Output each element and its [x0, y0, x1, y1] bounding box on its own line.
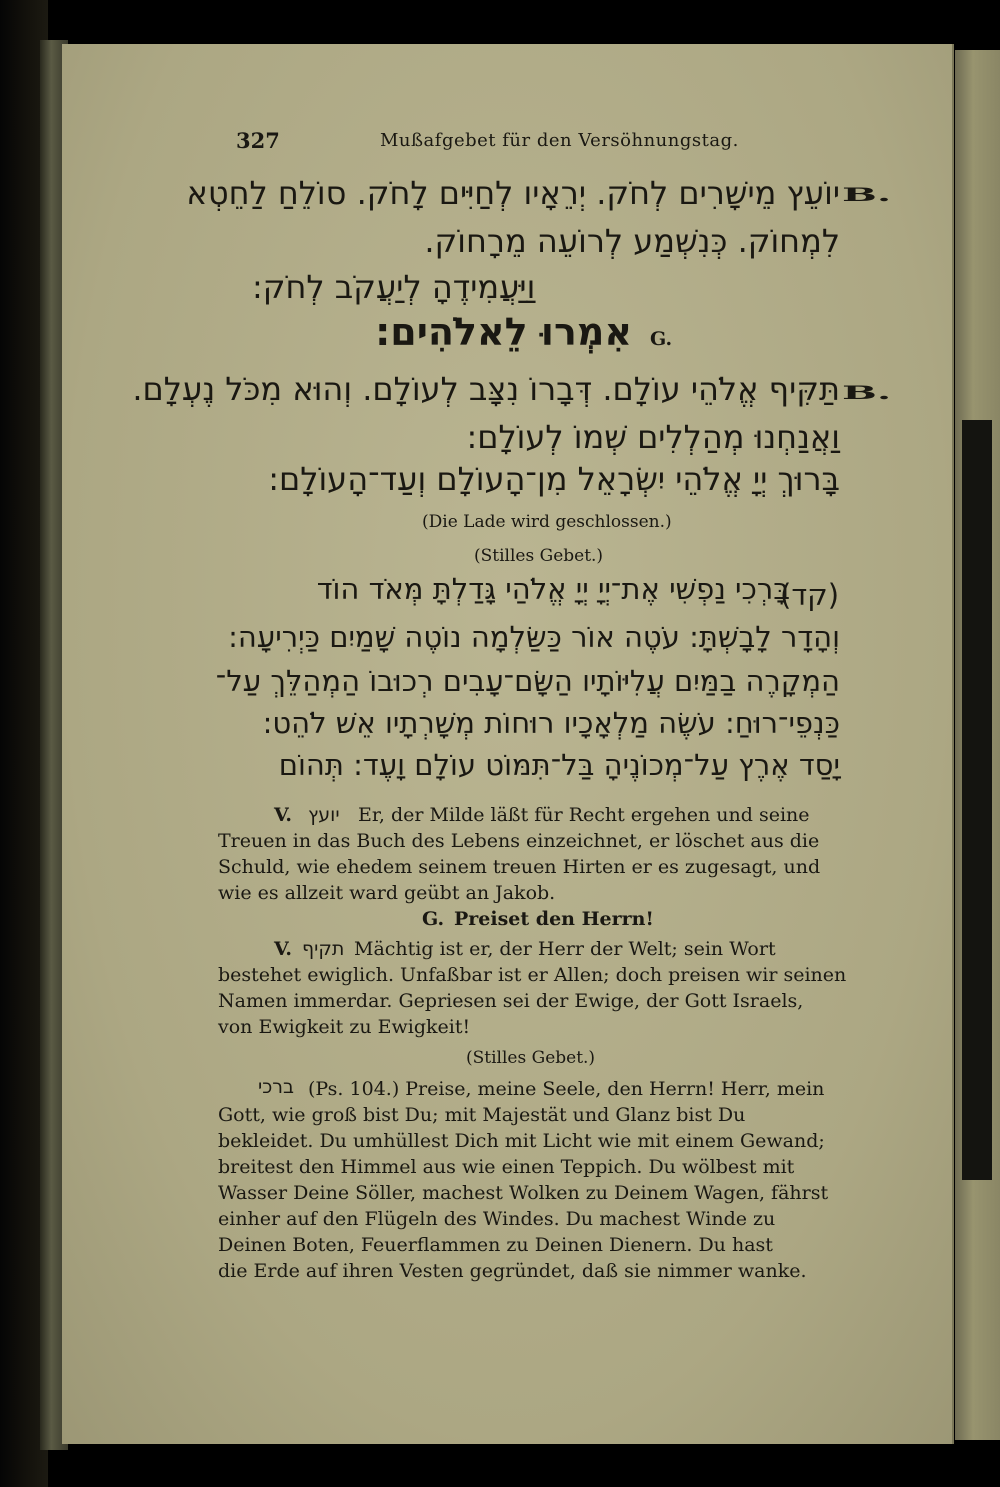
hebrew-line: לִמְחוֹק. כְּנִשְׁמַע לְרוֹעֵה מֵרָחוֹק.	[424, 222, 840, 260]
german-line: bekleidet. Du umhüllest Dich mit Licht wie mit einem Gewand;	[218, 1130, 825, 1152]
german-line: Namen immerdar. Gepriesen sei der Ewige, der Gott Israels,	[218, 990, 804, 1012]
german-line: die Erde auf ihren Vesten gegründet, daß sie nimmer wanke.	[218, 1260, 807, 1282]
german-heading: Preiset den Herrn!	[454, 908, 654, 930]
hebrew-line: וַיַּעֲמִידֶהָ לְיַעֲקֹב לְחֹק:	[252, 268, 536, 306]
hebrew-line: הַמְקָרֶה בַמַּיִם עֲלִיּוֹתָיו הַשָּׂם־עָבִים רְכוּבוֹ הַמְהַלֵּךְ עַל־	[215, 664, 840, 698]
hebrew-line: בָּרְכִי נַפְשִׁי אֶת־יְיָ יְיָ אֱלֹהַי גָּדַלְתָּ מְּאֹד הוֹד	[316, 572, 790, 606]
german-line: wie es allzeit ward geübt an Jakob.	[218, 882, 556, 904]
reader-marker: V.	[274, 938, 293, 960]
congregation-marker: G.	[422, 908, 445, 930]
hebrew-keyword: ברכי	[258, 1076, 295, 1098]
german-line: Deinen Boten, Feuerflammen zu Deinen Dienern. Du hast	[218, 1234, 773, 1256]
page-number: 327	[236, 128, 280, 153]
hebrew-heading: אִמְרוּ לֵאלֹהִים:	[375, 310, 632, 354]
hebrew-keyword: יועץ	[308, 804, 340, 826]
hebrew-line: יָסַד אֶרֶץ עַל־מְכוֹנֶיהָ בַּל־תִּמּוֹט עוֹלָם וָעֶד: תְּהוֹם	[278, 748, 840, 782]
german-line: bestehet ewiglich. Unfaßbar ist er Allen; doch preisen wir seinen	[218, 964, 847, 986]
caption-silent-prayer: (Stilles Gebet.)	[474, 546, 604, 566]
hebrew-line: יוֹעֵץ מֵישָׁרִים לְחֹק. יְרֵאָיו לְחַיִּים לָחֹק. סוֹלֵחַ לַחֵטְא	[186, 174, 840, 212]
running-title: Mußafgebet für den Versöhnungstag.	[380, 130, 739, 151]
hebrew-line: וַאֲנַחְנוּ מְהַלְלִים שְׁמוֹ לְעוֹלָם:	[466, 418, 840, 456]
reader-marker: B.	[842, 382, 892, 404]
caption-ark-closed: (Die Lade wird geschlossen.)	[422, 512, 672, 532]
reader-marker: V.	[274, 804, 293, 826]
german-line: von Ewigkeit zu Ewigkeit!	[218, 1016, 471, 1038]
caption-silent-prayer: (Stilles Gebet.)	[466, 1048, 596, 1068]
german-line: Mächtig ist er, der Herr der Welt; sein Wort	[354, 938, 776, 960]
facing-page-shadow	[962, 420, 992, 1180]
german-line: Gott, wie groß bist Du; mit Majestät und Glanz bist Du	[218, 1104, 746, 1126]
german-line: (Ps. 104.) Preise, meine Seele, den Herrn! Herr, mein	[308, 1078, 825, 1100]
german-line: Wasser Deine Söller, machest Wolken zu Deinem Wagen, fährst	[218, 1182, 829, 1204]
book-page	[62, 44, 954, 1444]
german-line: breitest den Himmel aus wie einen Teppich. Du wölbest mit	[218, 1156, 795, 1178]
hebrew-line: כַּנְפֵי־רוּחַ: עֹשֶׂה מַלְאָכָיו רוּחוֹת מְשָׁרְתָיו אֵשׁ לֹהֵט:	[262, 706, 840, 740]
congregation-marker: G.	[650, 328, 673, 350]
hebrew-line: תַּקִּיף אֱלֹהֵי עוֹלָם. דְּבָרוֹ נִצָּב לְעוֹלָם. וְהוּא מִכֹּל נֶעְלָם.	[132, 370, 840, 408]
german-line: einher auf den Flügeln des Windes. Du machest Winde zu	[218, 1208, 776, 1230]
reader-marker: B.	[842, 184, 892, 206]
hebrew-keyword: תקיף	[302, 938, 345, 960]
german-line: Er, der Milde läßt für Recht ergehen und seine	[358, 804, 810, 826]
hebrew-line: בָּרוּךְ יְיָ אֱלֹהֵי יִשְׂרָאֵל מִן־הָעוֹלָם וְעַד־הָעוֹלָם:	[268, 460, 840, 498]
german-line: Schuld, wie ehedem seinem treuen Hirten er es zugesagt, und	[218, 856, 821, 878]
hebrew-line: וְהָדָר לָבָשְׁתָּ: עֹטֶה אוֹר כַּשַּׂלְמָה נוֹטֶה שָׁמַיִם כַּיְרִיעָה:	[228, 620, 840, 654]
psalm-marker: (קד)	[780, 578, 840, 612]
german-line: Treuen in das Buch des Lebens einzeichnet, er löschet aus die	[218, 830, 820, 852]
